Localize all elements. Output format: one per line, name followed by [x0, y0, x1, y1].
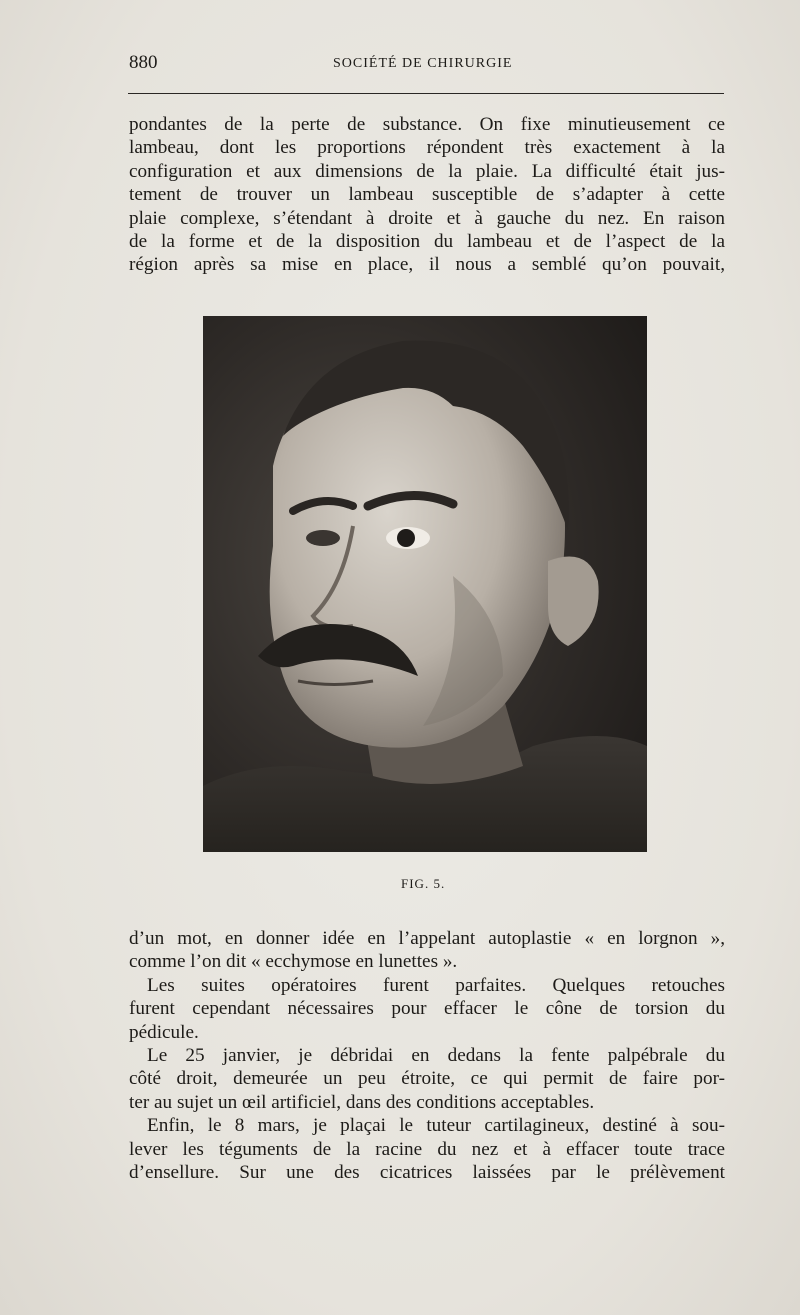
text-line: d’un mot, en donner idée en l’appelant autoplastie « en lorgnon »,: [129, 928, 725, 949]
figure-caption: FIG. 5.: [401, 876, 446, 891]
patient-photograph: [203, 316, 647, 852]
text-line: pondantes de la perte de substance. On fixe minutieusement ce: [129, 114, 725, 135]
header-rule: [128, 93, 724, 94]
portrait-illustration: [203, 316, 647, 852]
text-line: pédicule.: [129, 1021, 199, 1043]
running-head: SOCIÉTÉ DE CHIRURGIE: [333, 56, 513, 71]
text-line: ter au sujet un œil artificiel, dans des conditions acceptables.: [129, 1091, 595, 1113]
text-line: région après sa mise en place, il nous a semblé qu’on pouvait,: [129, 254, 725, 276]
text-line: Le 25 janvier, je débridai en dedans la fente palpébrale du: [147, 1045, 725, 1067]
paragraph-bottom: [129, 927, 725, 1184]
page-number: 880: [129, 52, 158, 73]
text-line: lambeau, dont les proportions répondent très exactement à la: [129, 137, 725, 159]
text-line: de la forme et de la disposition du lambeau et de l’aspect de la: [129, 231, 725, 253]
text-line: plaie complexe, s’étendant à droite et à gauche du nez. En raison: [129, 207, 725, 229]
text-line: d’ensellure. Sur une des cicatrices laissées par le prélèvement: [129, 1162, 725, 1184]
text-line: Enfin, le 8 mars, je plaçai le tuteur cartilagineux, destiné à sou-: [147, 1115, 725, 1137]
text-line: comme l’on dit « ecchymose en lunettes ».: [129, 951, 458, 973]
page-header: [129, 52, 723, 80]
text-line: configuration et aux dimensions de la plaie. La difficulté était jus-: [129, 160, 725, 182]
text-line: lever les téguments de la racine du nez et à effacer toute trace: [129, 1138, 725, 1160]
text-line: Les suites opératoires furent parfaites. Quelques retouches: [147, 974, 725, 996]
text-line: furent cependant nécessaires pour effacer le cône de torsion du: [129, 998, 725, 1020]
text-line: tement de trouver un lambeau susceptible de s’adapter à cette: [129, 184, 725, 206]
text-line: côté droit, demeurée un peu étroite, ce qui permit de faire por-: [129, 1068, 725, 1090]
paragraph-top: [129, 113, 725, 277]
